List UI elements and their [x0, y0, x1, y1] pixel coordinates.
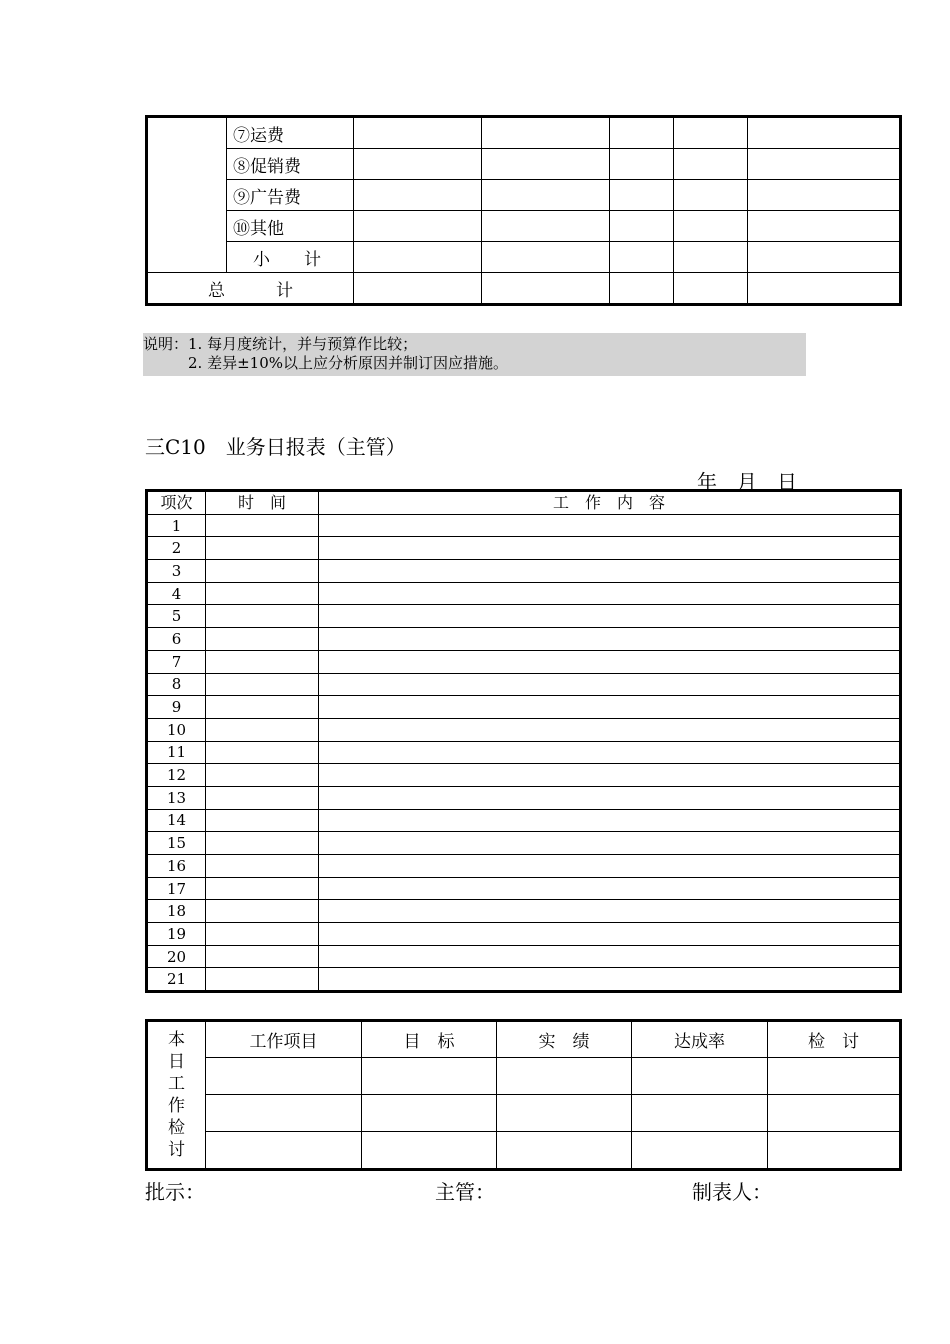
amount-cell[interactable]	[482, 273, 610, 305]
expense-item-label: ⑨广告费	[227, 180, 354, 211]
content-cell[interactable]	[319, 786, 901, 809]
amount-cell[interactable]	[354, 211, 482, 242]
review-header-item: 工作项目	[206, 1021, 362, 1058]
time-cell[interactable]	[206, 537, 319, 560]
amount-cell[interactable]	[674, 211, 748, 242]
expense-item-label: ⑩其他	[227, 211, 354, 242]
expense-row	[147, 149, 901, 180]
table-row	[147, 764, 901, 787]
expense-table	[145, 115, 902, 306]
time-cell[interactable]	[206, 582, 319, 605]
amount-cell[interactable]	[482, 211, 610, 242]
review-cell[interactable]	[362, 1095, 497, 1132]
content-cell[interactable]	[319, 582, 901, 605]
amount-cell[interactable]	[482, 149, 610, 180]
time-cell[interactable]	[206, 741, 319, 764]
table-row	[147, 582, 901, 605]
row-number: 5	[147, 605, 206, 628]
table-row	[147, 514, 901, 537]
row-number: 7	[147, 650, 206, 673]
table-row	[147, 718, 901, 741]
time-cell[interactable]	[206, 900, 319, 923]
table-row	[147, 696, 901, 719]
row-number: 12	[147, 764, 206, 787]
table-header-row	[147, 491, 901, 515]
time-cell[interactable]	[206, 855, 319, 878]
row-number: 1	[147, 514, 206, 537]
table-row	[147, 809, 901, 832]
amount-cell[interactable]	[354, 242, 482, 273]
review-row	[147, 1132, 901, 1170]
amount-cell[interactable]	[674, 273, 748, 305]
header-no: 项次	[147, 491, 206, 515]
review-cell[interactable]	[497, 1058, 632, 1095]
content-cell[interactable]	[319, 764, 901, 787]
table-row	[147, 900, 901, 923]
amount-cell[interactable]	[482, 242, 610, 273]
content-cell[interactable]	[319, 855, 901, 878]
table-row	[147, 673, 901, 696]
expense-row	[147, 117, 901, 149]
amount-cell[interactable]	[748, 211, 901, 242]
time-cell[interactable]	[206, 877, 319, 900]
table-row	[147, 537, 901, 560]
table-row	[147, 786, 901, 809]
category-cell	[147, 117, 227, 273]
time-cell[interactable]	[206, 945, 319, 968]
row-number: 15	[147, 832, 206, 855]
table-row	[147, 832, 901, 855]
review-header-review: 检 讨	[768, 1021, 901, 1058]
review-cell[interactable]	[206, 1095, 362, 1132]
daily-report-table	[145, 489, 902, 993]
amount-cell[interactable]	[674, 242, 748, 273]
table-row	[147, 741, 901, 764]
row-number: 21	[147, 968, 206, 992]
content-cell[interactable]	[319, 832, 901, 855]
expense-item-label: ⑧促销费	[227, 149, 354, 180]
time-cell[interactable]	[206, 764, 319, 787]
row-number: 11	[147, 741, 206, 764]
amount-cell[interactable]	[610, 117, 674, 149]
amount-cell[interactable]	[748, 117, 901, 149]
amount-cell[interactable]	[674, 117, 748, 149]
amount-cell[interactable]	[354, 149, 482, 180]
review-cell[interactable]	[632, 1095, 768, 1132]
table-row	[147, 968, 901, 992]
time-cell[interactable]	[206, 786, 319, 809]
time-cell[interactable]	[206, 968, 319, 992]
note-box	[143, 333, 806, 376]
review-header-rate: 达成率	[632, 1021, 768, 1058]
review-cell[interactable]	[768, 1132, 901, 1170]
amount-cell[interactable]	[610, 211, 674, 242]
amount-cell[interactable]	[748, 180, 901, 211]
review-cell[interactable]	[206, 1132, 362, 1170]
table-row	[147, 628, 901, 651]
review-header-target: 目 标	[362, 1021, 497, 1058]
review-header-actual: 实 绩	[497, 1021, 632, 1058]
content-cell[interactable]	[319, 605, 901, 628]
amount-cell[interactable]	[482, 180, 610, 211]
content-cell[interactable]	[319, 537, 901, 560]
table-row	[147, 855, 901, 878]
table-row	[147, 923, 901, 946]
time-cell[interactable]	[206, 514, 319, 537]
amount-cell[interactable]	[354, 117, 482, 149]
amount-cell[interactable]	[748, 273, 901, 305]
subtotal-label: 小 计	[227, 242, 354, 273]
review-cell[interactable]	[497, 1132, 632, 1170]
review-side-text: 本日工作检讨	[168, 1030, 185, 1160]
preparer-label: 制表人：	[692, 1180, 772, 1204]
time-cell[interactable]	[206, 650, 319, 673]
content-cell[interactable]	[319, 628, 901, 651]
content-cell[interactable]	[319, 877, 901, 900]
review-cell[interactable]	[497, 1095, 632, 1132]
time-cell[interactable]	[206, 696, 319, 719]
review-cell[interactable]	[362, 1132, 497, 1170]
row-number: 16	[147, 855, 206, 878]
expense-row	[147, 180, 901, 211]
table-row	[147, 560, 901, 583]
expense-row	[147, 211, 901, 242]
time-cell[interactable]	[206, 809, 319, 832]
amount-cell[interactable]	[354, 180, 482, 211]
content-cell[interactable]	[319, 673, 901, 696]
amount-cell[interactable]	[748, 242, 901, 273]
table-row	[147, 945, 901, 968]
review-row	[147, 1095, 901, 1132]
review-cell[interactable]	[768, 1095, 901, 1132]
expense-row	[147, 273, 901, 305]
row-number: 2	[147, 537, 206, 560]
content-cell[interactable]	[319, 560, 901, 583]
amount-cell[interactable]	[674, 149, 748, 180]
content-cell[interactable]	[319, 650, 901, 673]
review-cell[interactable]	[768, 1058, 901, 1095]
review-cell[interactable]	[362, 1058, 497, 1095]
row-number: 13	[147, 786, 206, 809]
review-row	[147, 1058, 901, 1095]
row-number: 3	[147, 560, 206, 583]
content-cell[interactable]	[319, 514, 901, 537]
row-number: 4	[147, 582, 206, 605]
row-number: 18	[147, 900, 206, 923]
time-cell[interactable]	[206, 673, 319, 696]
amount-cell[interactable]	[482, 117, 610, 149]
table-row	[147, 877, 901, 900]
amount-cell[interactable]	[610, 242, 674, 273]
time-cell[interactable]	[206, 628, 319, 651]
review-side-label	[147, 1021, 206, 1170]
amount-cell[interactable]	[610, 273, 674, 305]
row-number: 19	[147, 923, 206, 946]
amount-cell[interactable]	[354, 273, 482, 305]
row-number: 20	[147, 945, 206, 968]
table-row	[147, 605, 901, 628]
content-cell[interactable]	[319, 923, 901, 946]
amount-cell[interactable]	[610, 180, 674, 211]
row-number: 6	[147, 628, 206, 651]
row-number: 17	[147, 877, 206, 900]
header-content: 工 作 内 容	[319, 491, 901, 515]
row-number: 8	[147, 673, 206, 696]
content-cell[interactable]	[319, 741, 901, 764]
time-cell[interactable]	[206, 605, 319, 628]
amount-cell[interactable]	[610, 149, 674, 180]
report-title: 三C10 业务日报表（主管）	[145, 435, 406, 459]
row-number: 10	[147, 718, 206, 741]
note-line-2: 2. 差异±10%以上应分析原因并制订因应措施。	[143, 354, 508, 372]
amount-cell[interactable]	[748, 149, 901, 180]
time-cell[interactable]	[206, 832, 319, 855]
review-cell[interactable]	[632, 1058, 768, 1095]
table-row	[147, 650, 901, 673]
amount-cell[interactable]	[674, 180, 748, 211]
header-time: 时 间	[206, 491, 319, 515]
expense-row	[147, 242, 901, 273]
note-line-1: 说明：1. 每月度统计，并与预算作比较；	[143, 335, 418, 353]
time-cell[interactable]	[206, 560, 319, 583]
total-label: 总 计	[147, 273, 354, 305]
time-cell[interactable]	[206, 718, 319, 741]
content-cell[interactable]	[319, 900, 901, 923]
review-cell[interactable]	[206, 1058, 362, 1095]
review-cell[interactable]	[632, 1132, 768, 1170]
time-cell[interactable]	[206, 923, 319, 946]
content-cell[interactable]	[319, 718, 901, 741]
content-cell[interactable]	[319, 945, 901, 968]
content-cell[interactable]	[319, 809, 901, 832]
expense-item-label: ⑦运费	[227, 117, 354, 149]
daily-review-table	[145, 1019, 902, 1171]
row-number: 9	[147, 696, 206, 719]
row-number: 14	[147, 809, 206, 832]
approval-label: 批示：	[145, 1180, 205, 1204]
date-line: 年 月 日	[697, 470, 797, 494]
content-cell[interactable]	[319, 696, 901, 719]
supervisor-label: 主管：	[435, 1180, 495, 1204]
content-cell[interactable]	[319, 968, 901, 992]
